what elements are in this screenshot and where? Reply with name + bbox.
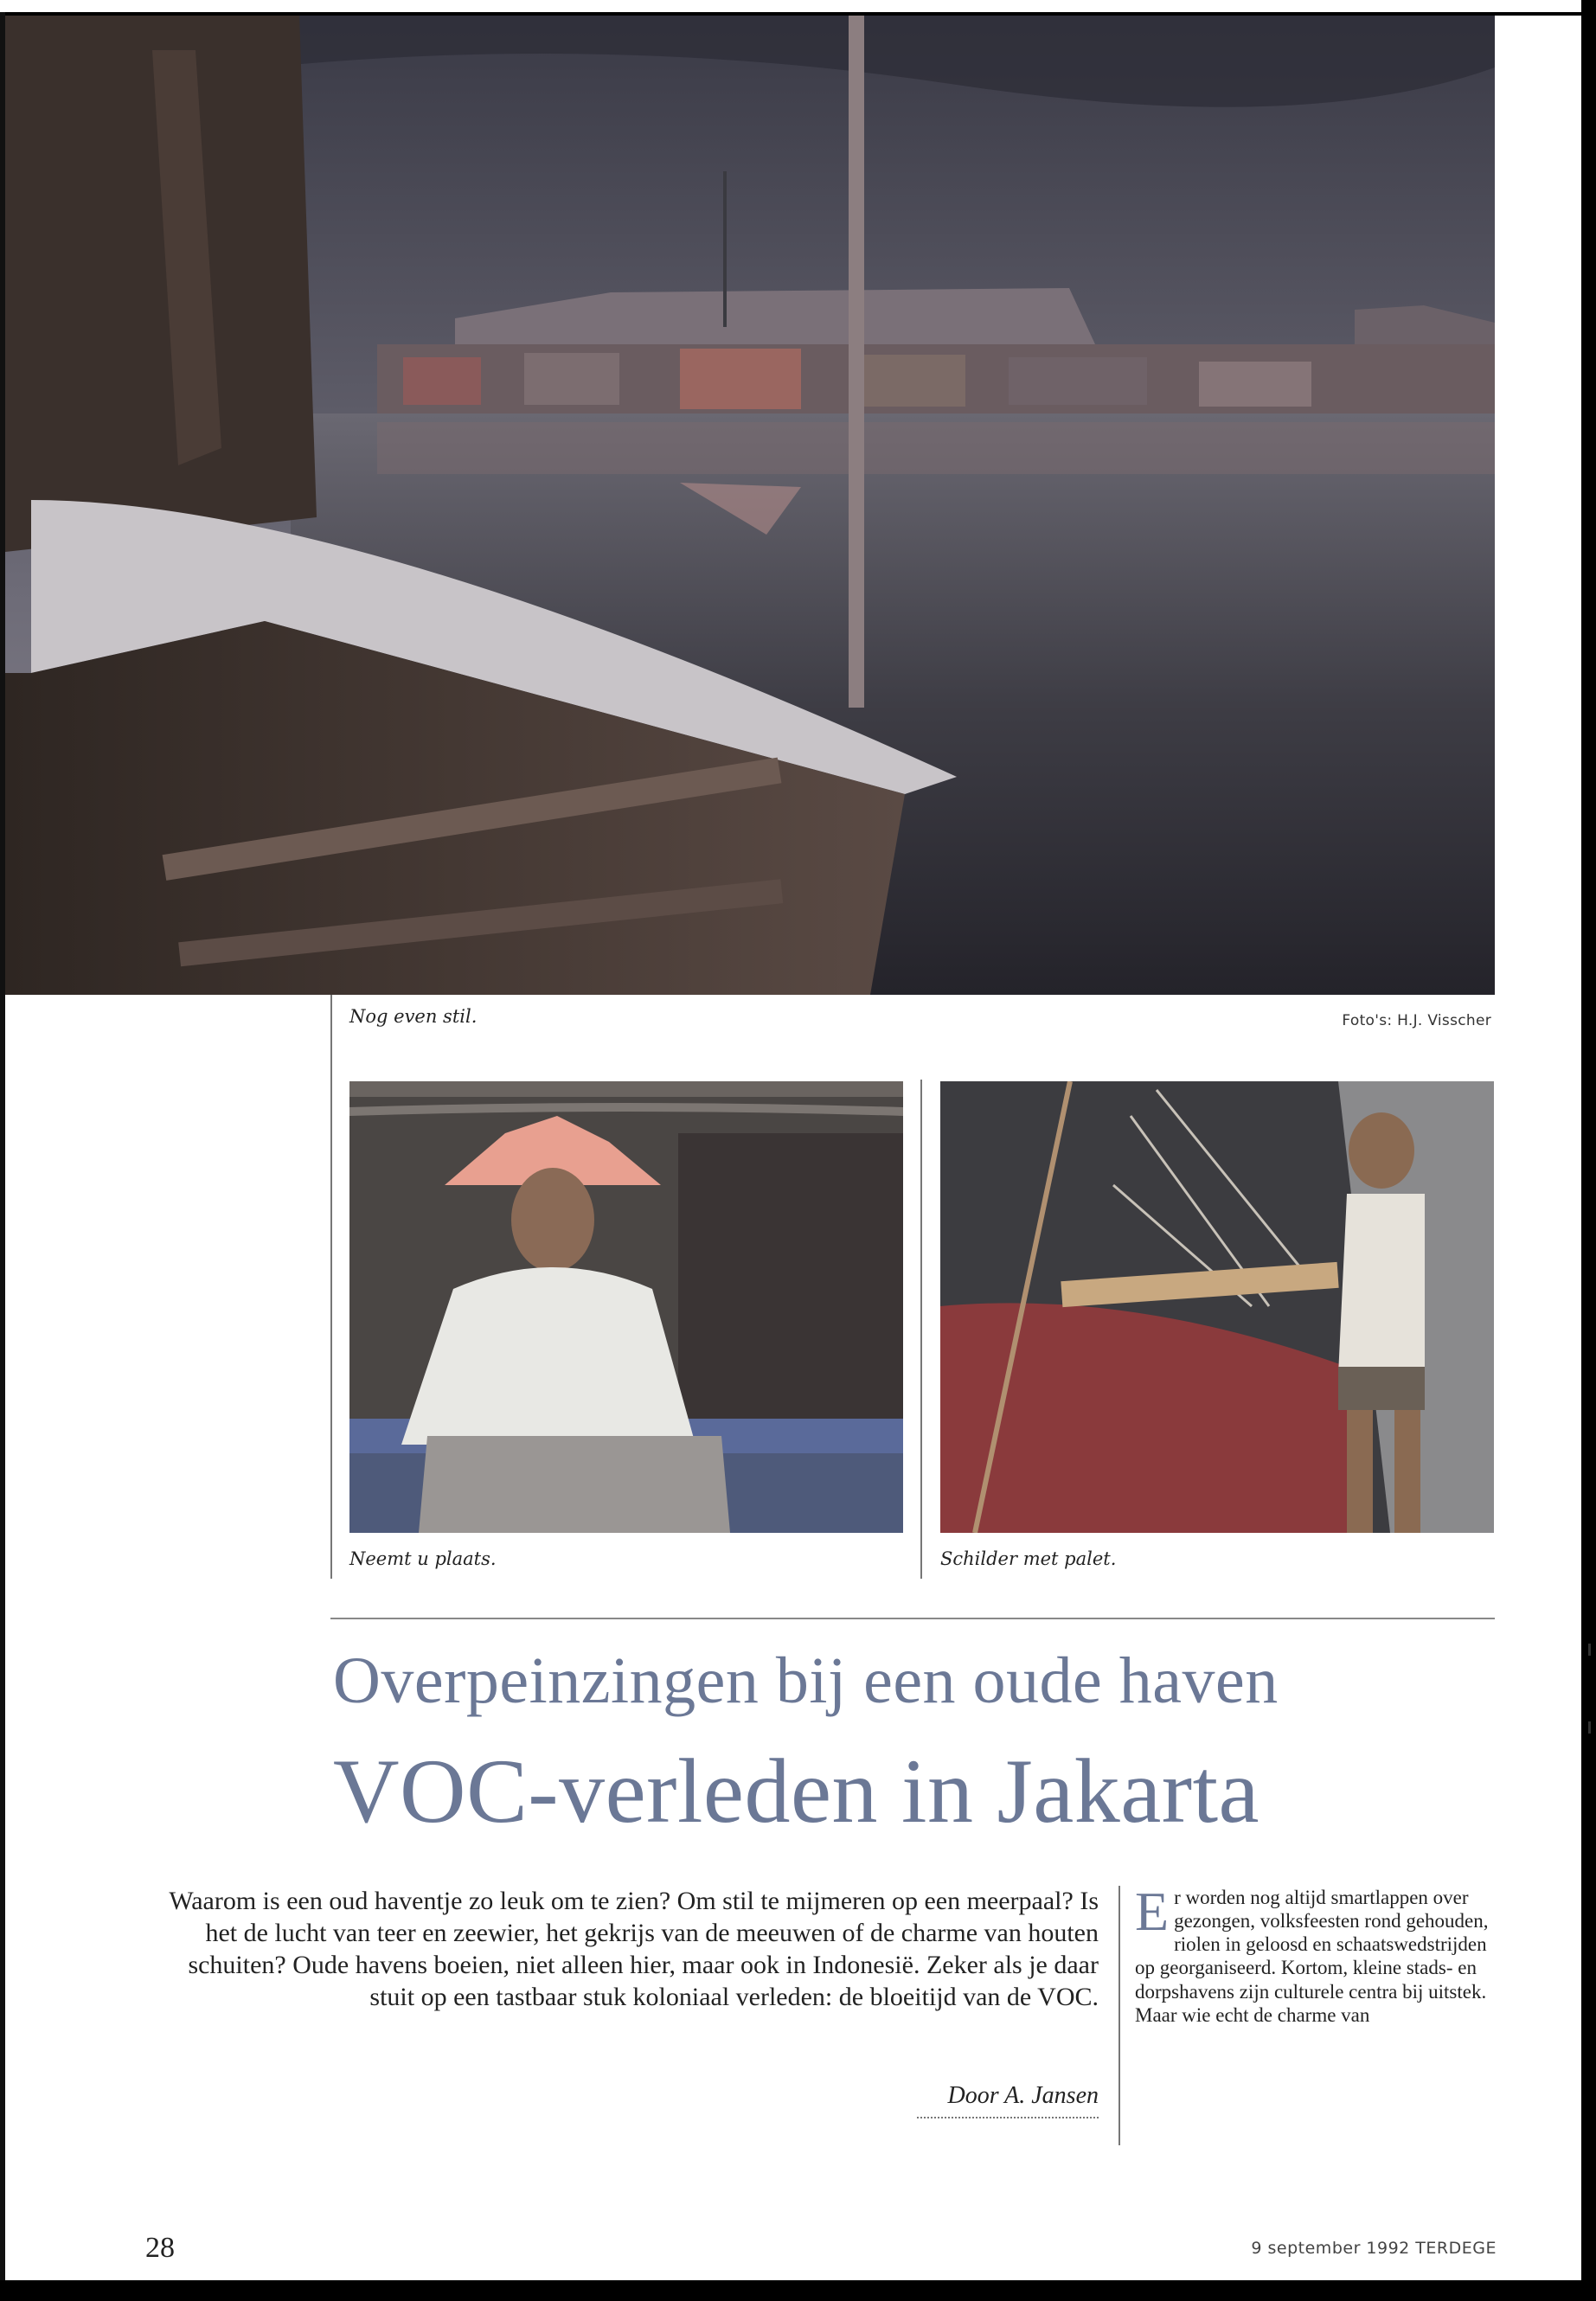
column-rule bbox=[920, 1080, 922, 1579]
section-rule bbox=[330, 1618, 1495, 1619]
boatman-photo bbox=[349, 1081, 903, 1533]
scan-border-right bbox=[1581, 0, 1596, 2301]
body-paragraph: r worden nog altijd smartlappen over gezongen, volksfeesten rond gehouden, riolen in geloosd en schaatswedstrijden op georganiseerd. Kortom, kleine stads- en dorpshavens zijn culturele centra bij uitstek. Maar wie echt de charme van bbox=[1135, 1887, 1489, 2026]
boatman-caption: Neemt u plaats. bbox=[349, 1548, 497, 1569]
byline-rule bbox=[917, 2117, 1099, 2118]
edge-mark bbox=[1588, 1644, 1591, 1656]
drop-cap: E bbox=[1135, 1881, 1170, 1942]
article-body-column bbox=[1135, 1881, 1498, 2027]
column-rule bbox=[330, 995, 332, 1579]
harbour-photo bbox=[5, 16, 1495, 995]
hero-caption: Nog even stil. bbox=[349, 1006, 478, 1027]
article-byline: Door A. Jansen bbox=[947, 2082, 1099, 2109]
article-kicker: Overpeinzingen bij een oude haven bbox=[333, 1644, 1279, 1717]
scan-border-bottom bbox=[0, 2280, 1596, 2301]
publication-footer: 9 september 1992 TERDEGE bbox=[1251, 2239, 1497, 2258]
column-rule bbox=[1118, 1886, 1120, 2145]
painter-photo bbox=[940, 1081, 1494, 1533]
painter-caption: Schilder met palet. bbox=[940, 1548, 1117, 1569]
edge-mark bbox=[1588, 1721, 1591, 1734]
article-headline: VOC-verleden in Jakarta bbox=[333, 1740, 1260, 1842]
article-intro bbox=[164, 1886, 1099, 2014]
photo-credit: Foto's: H.J. Visscher bbox=[1342, 1012, 1491, 1029]
intro-paragraph: Waarom is een oud haventje zo leuk om te zien? Om stil te mijmeren op een meerpaal? Is het de lucht van teer en zeewier, het gekrijs van de meeuwen of de charme van houten schuiten? Oude havens boeien, niet alleen hier, maar ook in Indonesië. Zeker als je daar stuit op een tastbaar stuk koloniaal verleden: de bloeitijd van de VOC. bbox=[169, 1887, 1099, 2011]
page-number: 28 bbox=[145, 2232, 175, 2264]
